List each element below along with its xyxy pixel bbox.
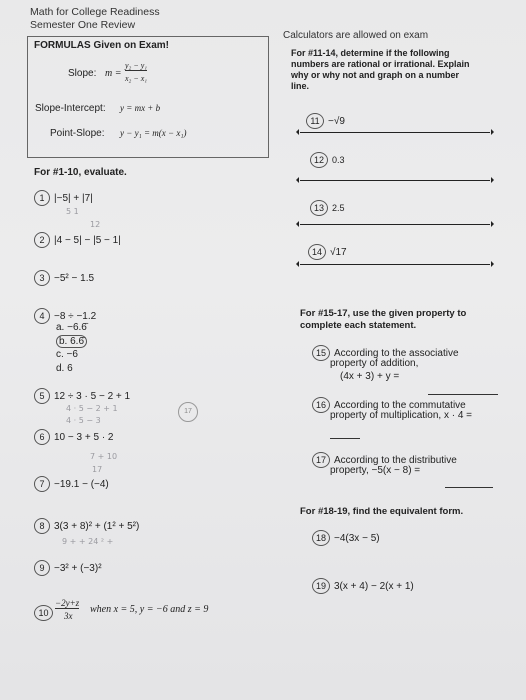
q10-denominator: 3x <box>64 611 73 621</box>
question-number: 15 <box>312 345 330 361</box>
q10-values: when x = 5, y = −6 and z = 9 <box>90 604 209 615</box>
question-16: 16 According to the commutative <box>312 397 466 413</box>
section-evaluate-heading: For #1-10, evaluate. <box>34 167 127 178</box>
pencil-work-q6: 7 + 10 <box>90 452 118 461</box>
q4-option-b-circled: b. 6.6̄ <box>56 335 87 348</box>
question-number: 12 <box>310 152 328 168</box>
question-number: 1 <box>34 190 50 206</box>
worksheet-title: Math for College Readiness <box>30 6 160 18</box>
question-number: 9 <box>34 560 50 576</box>
question-14: 14 √17 <box>308 244 347 260</box>
section-rational-heading-line2: numbers are rational or irrational. Explain <box>291 59 470 69</box>
point-slope-formula: y − y₁ = m(x − x₁) <box>120 128 187 138</box>
q4-option-c: c. −6 <box>56 349 78 360</box>
question-number: 7 <box>34 476 50 492</box>
question-number: 3 <box>34 270 50 286</box>
question-number: 17 <box>312 452 330 468</box>
calculator-note: Calculators are allowed on exam <box>283 30 429 41</box>
question-number: 8 <box>34 518 50 534</box>
q16-line2: property of multiplication, x · 4 = <box>330 410 473 421</box>
question-number: 19 <box>312 578 330 594</box>
pencil-circled-answer: 17 <box>178 402 198 422</box>
point-slope-label: Point-Slope: <box>50 128 105 139</box>
q4-option-a: a. −6.6̄ <box>56 322 87 333</box>
q17-answer-blank[interactable] <box>445 475 493 493</box>
slope-label: Slope: <box>68 68 97 79</box>
question-12: 12 0.3 <box>310 152 345 168</box>
question-15: 15 According to the associative <box>312 345 459 361</box>
section-property-heading-line1: For #15-17, use the given property to <box>300 308 467 319</box>
question-9: 9 −3² + (−3)² <box>34 560 102 576</box>
formula-box-title: FORMULAS Given on Exam! <box>34 40 170 51</box>
q15-line2: property of addition, <box>330 358 419 369</box>
question-number: 14 <box>308 244 326 260</box>
pencil-work-q8: 9 + + 24 ² + <box>62 537 114 546</box>
pencil-work-q2: 12 <box>90 220 101 229</box>
question-number: 6 <box>34 429 50 445</box>
question-number: 5 <box>34 388 50 404</box>
number-line-11 <box>300 132 490 133</box>
worksheet-page: Math for College Readiness Semester One Review Calculators are allowed on exam FORMULAS Given on Exam! Slope: m = y₂ − y₁ x₂ − x₁ Slope-Intercept: y = mx + b Point-Slope: y − y₁ = m(x − x₁) For #1-10, evaluate. 1 |−5| + |7| 5 1 12 2 |4 − 5| − |5 − 1| 3 −5² − 1.5 4 −8 ÷ −1.2 a. −6.6̄ b. 6.6̄ c. −6 d. 6 5 12 ÷ 3 · 5 − 2 + 1 4 · 5 − 2 + 1 4 · 5 − 3 17 6 10 − 3 + 5 · 2 7 + 10 17 7 −19.1 − (−4) 8 3(3 + 8)² + (1² + 5²) 9 + + 24 ² + 9 −3² + (−3)² 10 −2y+z 3x when x = 5, y = −6 and z = 9 For #11-14, determine if the following numbers are rational or irrational. Explain why or why not and graph on a number line. 11 −√9 12 0.3 13 2.5 14 √17 For #15-17, use the given property to complete each statement. 15 According to the associative property of addition, (4x + 3) + y = 16 According to the commutative property of multiplication, x · 4 = 17 According to the distributive property, −5(x − 8) = For #18-19, find the equivalent form. 18 −4(3x − 5) 19 3(x + 4) − 2(x + 1) <box>0 0 526 700</box>
question-11: 11 −√9 <box>306 113 345 129</box>
pencil-work-q1: 5 1 <box>66 207 79 216</box>
question-number: 10 <box>34 605 53 621</box>
question-2: 2 |4 − 5| − |5 − 1| <box>34 232 121 248</box>
section-rational-heading-line3: why or why not and graph on a number <box>291 70 460 80</box>
q15-line3: (4x + 3) + y = <box>340 371 400 382</box>
slope-intercept-formula: y = mx + b <box>120 103 161 113</box>
question-number: 13 <box>310 200 328 216</box>
number-line-12 <box>300 180 490 181</box>
pencil-work-q5b: 4 · 5 − 3 <box>66 416 101 425</box>
section-property-heading-line2: complete each statement. <box>300 320 417 331</box>
number-line-14 <box>300 264 490 265</box>
slope-numerator: y₂ − y₁ <box>125 61 148 70</box>
slope-denominator: x₂ − x₁ <box>125 74 148 83</box>
slope-intercept-label: Slope-Intercept: <box>35 103 106 114</box>
number-line-13 <box>300 224 490 225</box>
worksheet-subtitle: Semester One Review <box>30 19 136 31</box>
question-number: 4 <box>34 308 50 324</box>
question-19: 19 3(x + 4) − 2(x + 1) <box>312 578 414 594</box>
question-5: 5 12 ÷ 3 · 5 − 2 + 1 <box>34 388 130 404</box>
question-13: 13 2.5 <box>310 200 345 216</box>
question-number: 2 <box>34 232 50 248</box>
pencil-work-q6b: 17 <box>92 465 103 474</box>
question-8: 8 3(3 + 8)² + (1² + 5²) <box>34 518 139 534</box>
q17-line2: property, −5(x − 8) = <box>330 465 421 476</box>
q16-answer-blank[interactable] <box>330 426 360 444</box>
question-4: 4 −8 ÷ −1.2 <box>34 308 96 324</box>
pencil-work-q5: 4 · 5 − 2 + 1 <box>66 404 118 413</box>
section-rational-heading-line4: line. <box>291 81 310 91</box>
question-number: 16 <box>312 397 330 413</box>
section-equivalent-heading: For #18-19, find the equivalent form. <box>300 506 464 517</box>
question-7: 7 −19.1 − (−4) <box>34 476 109 492</box>
question-3: 3 −5² − 1.5 <box>34 270 94 286</box>
question-17: 17 According to the distributive <box>312 452 457 468</box>
question-number: 18 <box>312 530 330 546</box>
question-10 <box>34 605 57 621</box>
q4-option-d: d. 6 <box>56 363 73 374</box>
question-6: 6 10 − 3 + 5 · 2 <box>34 429 114 445</box>
section-rational-heading-line1: For #11-14, determine if the following <box>291 48 450 58</box>
question-number: 11 <box>306 113 324 129</box>
formula-box <box>27 36 269 158</box>
question-1: 1 |−5| + |7| <box>34 190 93 206</box>
q10-numerator: −2y+z <box>55 598 80 608</box>
question-18: 18 −4(3x − 5) <box>312 530 380 546</box>
